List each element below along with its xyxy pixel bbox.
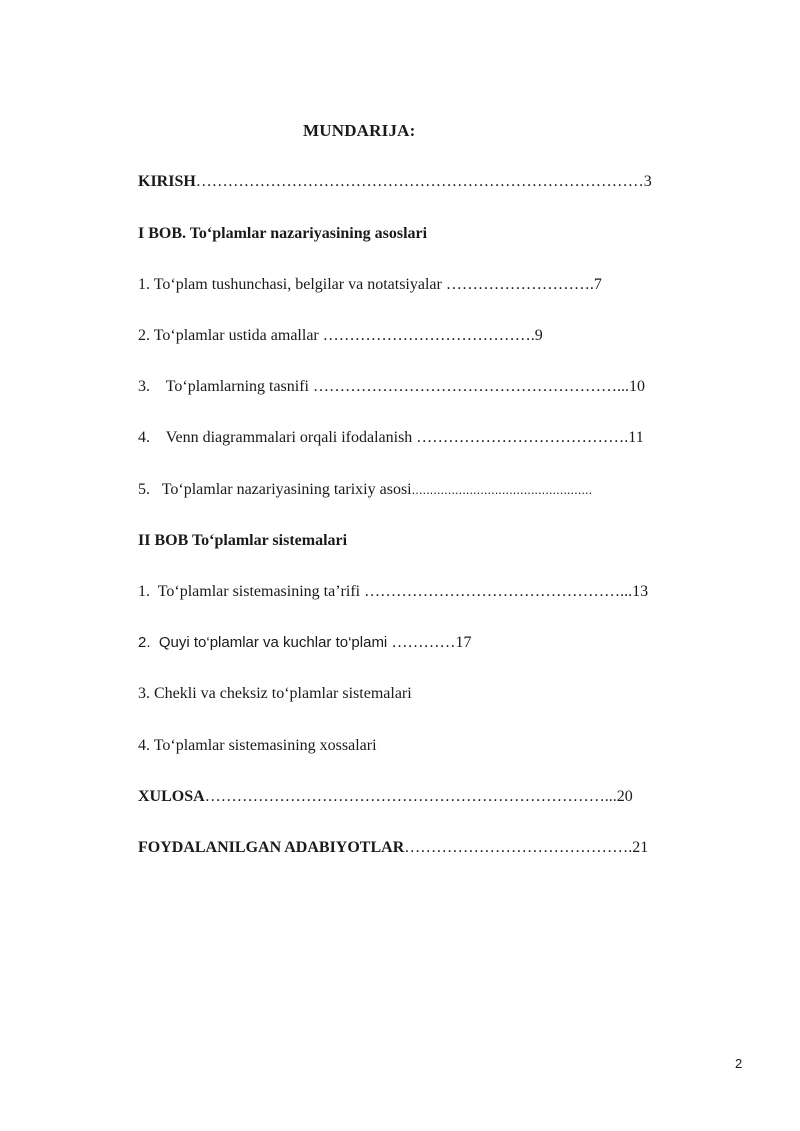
toc-entry-page: 20 bbox=[616, 788, 633, 805]
toc-entry-label: FOYDALANILGAN ADABIYOTLAR bbox=[138, 839, 405, 856]
toc-entry-leader: …………………………………. bbox=[322, 327, 535, 344]
toc-entry-page: 13 bbox=[632, 583, 649, 600]
toc-entry-label: I BOB. To‘plamlar nazariyasining asoslari bbox=[138, 225, 428, 242]
toc-entry-1-2 bbox=[138, 327, 543, 345]
toc-entry-label: 1. To‘plamlar sistemasining ta’rifi bbox=[138, 583, 365, 600]
toc-entry-label: 1. To‘plam tushunchasi, belgilar va notatsiyalar bbox=[138, 276, 446, 293]
toc-entry-page: 7 bbox=[593, 276, 602, 293]
toc-entry-label: 4. To‘plamlar sistemasining xossalari bbox=[138, 737, 377, 754]
toc-title: MUNDARIJA: bbox=[303, 121, 416, 140]
toc-entry-2-2 bbox=[138, 634, 471, 652]
toc-entry-label: KIRISH bbox=[138, 173, 196, 190]
toc-entry-kirish bbox=[138, 173, 652, 191]
toc-entry-leader: …………………………………………... bbox=[364, 583, 633, 600]
toc-entry-xulosa bbox=[138, 788, 633, 806]
toc-entry-2-1 bbox=[138, 583, 648, 601]
toc-entry-leader: ………………………………………………………………………… bbox=[195, 173, 644, 190]
toc-entry-1-3 bbox=[138, 378, 645, 396]
toc-entry-label: II BOB To‘plamlar sistemalari bbox=[138, 532, 348, 549]
toc-entry-1-5 bbox=[138, 481, 592, 499]
toc-entry-label: 5. To‘plamlar nazariyasining tarixiy asosi bbox=[138, 481, 412, 498]
toc-chapter-2-heading bbox=[138, 532, 347, 550]
toc-entry-label: 2. Quyi to‘plamlar va kuchlar to‘plami bbox=[138, 634, 392, 651]
toc-entry-leader: …………………………………………………………………... bbox=[204, 788, 617, 805]
toc-entry-page: 9 bbox=[534, 327, 543, 344]
toc-entry-label: 2. To‘plamlar ustida amallar bbox=[138, 327, 323, 344]
toc-entry-page: 17 bbox=[455, 634, 472, 651]
toc-entry-label: XULOSA bbox=[138, 788, 205, 805]
toc-entry-page: 11 bbox=[628, 429, 644, 446]
toc-entry-adabiyotlar bbox=[138, 839, 648, 857]
toc-entry-leader: ……………………………………. bbox=[404, 839, 633, 856]
toc-entry-1-1 bbox=[138, 276, 602, 294]
toc-entry-page: 3 bbox=[643, 173, 652, 190]
toc-entry-1-4 bbox=[138, 429, 644, 447]
toc-entry-leader: ………… bbox=[391, 634, 456, 651]
toc-entry-label: 4. Venn diagrammalari orqali ifodalanish bbox=[138, 429, 417, 446]
toc-entry-page: 10 bbox=[629, 378, 645, 395]
toc-entry-leader: .................................................. bbox=[411, 482, 593, 497]
toc-entry-label: 3. Chekli va cheksiz to‘plamlar sistemalari bbox=[138, 685, 412, 702]
toc-entry-label: 3. To‘plamlarning tasnifi bbox=[138, 378, 313, 395]
page-number: 2 bbox=[735, 1056, 743, 1071]
toc-entry-page: 21 bbox=[632, 839, 649, 856]
toc-entry-2-3 bbox=[138, 685, 412, 703]
toc-entry-leader: …………………………………. bbox=[416, 429, 629, 446]
toc-chapter-1-heading bbox=[138, 225, 427, 243]
toc-entry-leader: ………………………. bbox=[445, 276, 594, 293]
toc-entry-2-4 bbox=[138, 737, 377, 755]
toc-entry-leader: …………………………………………………... bbox=[313, 378, 629, 395]
